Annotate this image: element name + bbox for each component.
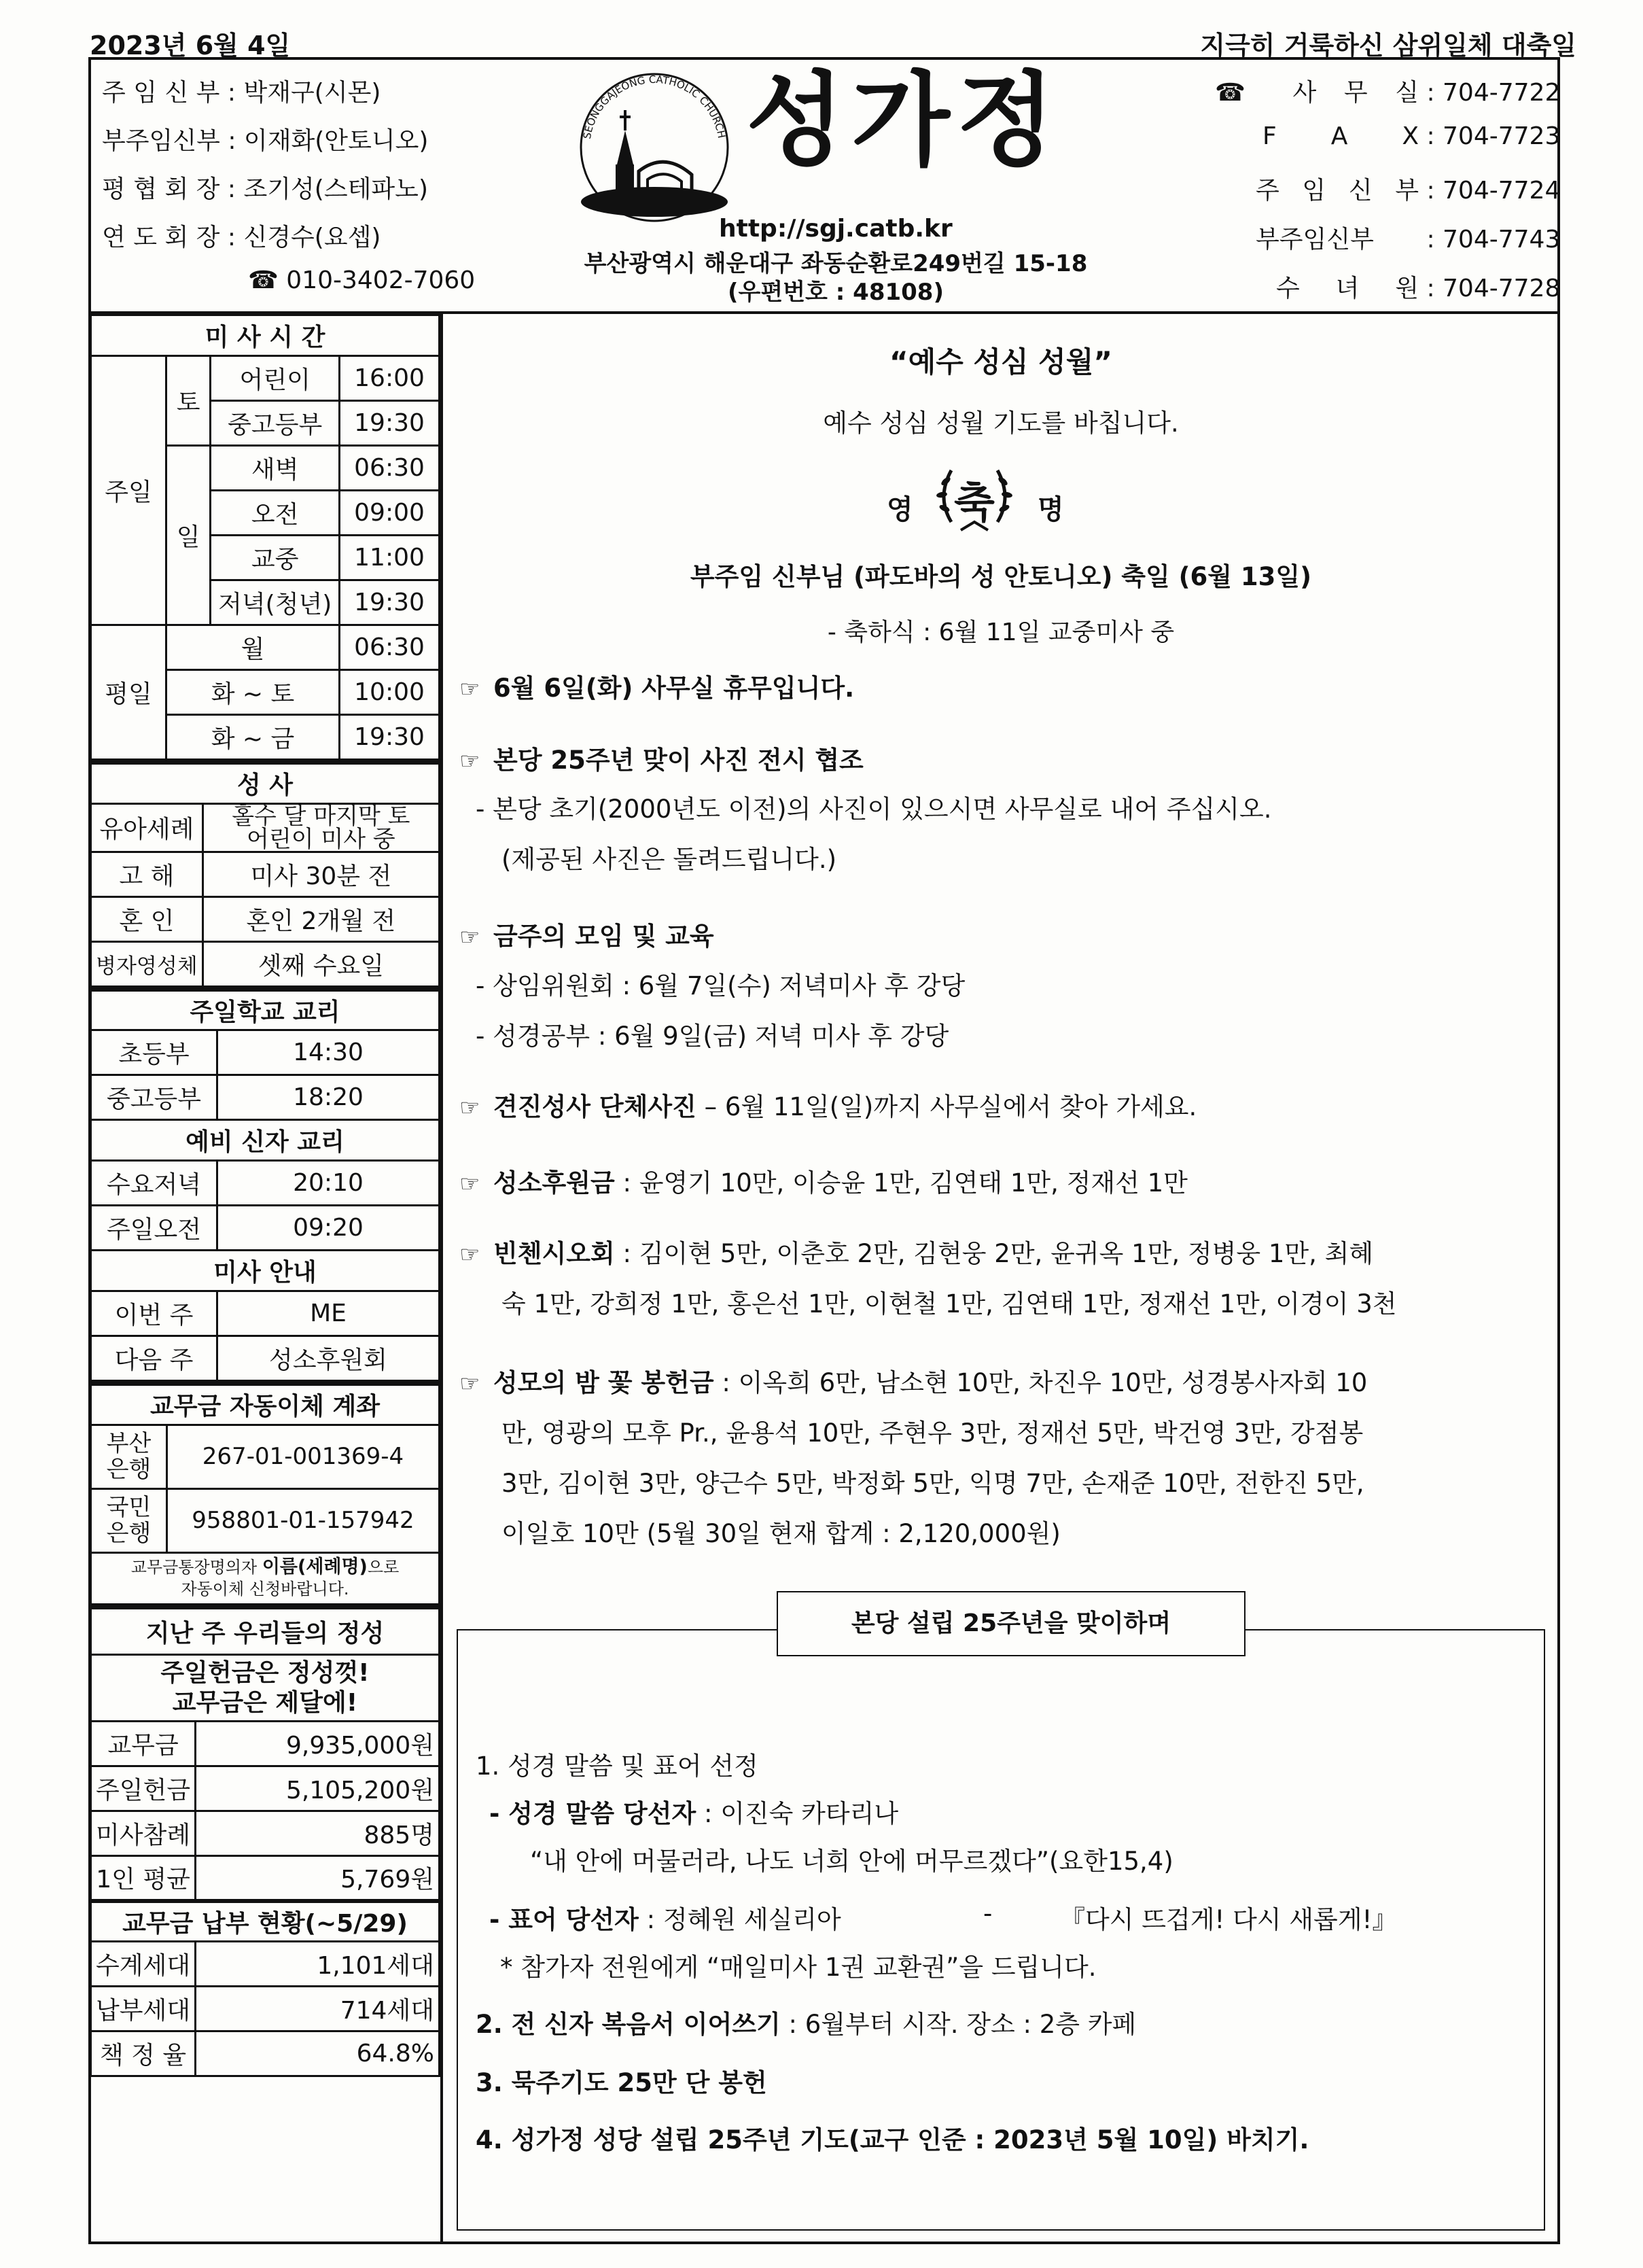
bank-name: 국민 은행 — [91, 1488, 167, 1552]
notice-vocation-fund — [459, 1162, 1188, 1199]
sacrament-time-line: 홀수 달 마지막 토 — [232, 802, 410, 830]
congrats-right-char: 명 — [1038, 494, 1064, 525]
staff-associate — [102, 122, 428, 156]
staff-role: 주 임 신 부 — [102, 79, 220, 107]
phone-label: F A X — [1262, 122, 1419, 150]
mass-time: 10:00 — [340, 670, 440, 715]
notice-may-flower-offering — [459, 1362, 1367, 1399]
sacrament-name: 병자영성체 — [91, 941, 203, 986]
guide-week: 다음 주 — [91, 1336, 217, 1381]
sacrament-time: 혼인 2개월 전 — [202, 896, 439, 941]
month-title: “예수 성심 성월” — [889, 345, 1112, 379]
phone-label: 수 녀 원 — [1276, 275, 1419, 302]
notice-title: 성소후원금 — [493, 1168, 615, 1198]
staff-role: 연 도 회 장 — [102, 224, 220, 251]
dues-value: 714세대 — [196, 1987, 440, 2031]
bank-name: 부산 은행 — [91, 1425, 167, 1488]
pointing-hand-icon: ☞ — [459, 1370, 480, 1397]
subitem-title: - 성경 말씀 당선자 — [489, 1799, 696, 1828]
notice-text: : 윤영기 10만, 이승윤 1만, 김연태 1만, 정재선 1만 — [614, 1168, 1188, 1198]
phone-number: : 704-7722 — [1426, 79, 1561, 107]
anniversary-subitem — [489, 1899, 841, 1936]
phone-number: : 704-7728 — [1426, 275, 1561, 302]
note-emphasis: 이름(세례명) — [262, 1556, 368, 1577]
staff-phone: ☎ 010-3402-7060 — [248, 266, 476, 294]
mass-name: 교중 — [211, 536, 340, 580]
staff-role: 부주임신부 — [102, 127, 220, 155]
guide-week: 이번 주 — [91, 1291, 217, 1336]
column-divider — [440, 311, 443, 2244]
class-name: 수요저녁 — [91, 1161, 217, 1206]
staff-pastor — [102, 73, 381, 108]
guide-group: 성소후원회 — [217, 1336, 440, 1381]
phone-label: 부주임신부 — [1256, 226, 1374, 254]
notice-text: : 김이현 5만, 이춘호 2만, 김현웅 2만, 윤귀옥 1만, 정병웅 1만, 최혜 — [614, 1239, 1374, 1268]
notice-office-closed — [459, 667, 854, 704]
section-title: 교무금 납부 현황(~5/29) — [91, 1901, 440, 1942]
mass-name: 중고등부 — [211, 401, 340, 446]
notice-title: 견진성사 단체사진 — [493, 1092, 696, 1121]
mass-name: 화 ~ 토 — [166, 670, 339, 715]
offering-value: 885명 — [196, 1811, 440, 1856]
mass-name: 저녁(청년) — [211, 580, 340, 625]
bulletin-date: 2023년 6월 4일 — [90, 31, 291, 60]
section-title: 주일학교 교리 — [91, 990, 440, 1030]
dues-name: 수계세대 — [91, 1942, 196, 1987]
mass-name: 새벽 — [211, 446, 340, 491]
feast-name: 지극히 거룩하신 삼위일체 대축일 — [1200, 31, 1576, 60]
pointing-hand-icon: ☞ — [459, 1241, 480, 1268]
header-divider — [440, 311, 1559, 314]
sunday-label: 주일 — [91, 356, 166, 625]
offering-name: 교무금 — [91, 1722, 196, 1766]
congrats-center-char: 축 — [954, 478, 995, 527]
bank-account: 267-01-001369-4 — [167, 1425, 440, 1488]
autopay-table — [90, 1382, 440, 1605]
pointing-hand-icon: ☞ — [459, 676, 480, 703]
anniversary-item — [476, 2004, 1136, 2040]
logo-text: SEONGGAJEONG CATHOLIC CHURCH — [580, 73, 728, 140]
staff-council-head — [102, 170, 428, 205]
subitem-text: : 이진숙 카타리나 — [696, 1799, 899, 1828]
phone-number: : 704-7743 — [1426, 226, 1561, 254]
postal-code: (우편번호 : 48108) — [727, 279, 944, 306]
slogan-line: 교무금은 제달에! — [172, 1688, 358, 1717]
section-title: 미사 안내 — [91, 1251, 440, 1291]
church-logo-icon — [563, 63, 746, 232]
notice-line: - 본당 초기(2000년도 이전)의 사진이 있으시면 사무실로 내어 주십시오. — [476, 795, 1272, 824]
sunday-day-label: 일 — [166, 446, 210, 625]
weekday-label: 평일 — [91, 625, 166, 760]
offering-name: 주일헌금 — [91, 1766, 196, 1811]
class-name: 중고등부 — [91, 1075, 217, 1120]
phone-convent — [1215, 269, 1560, 304]
pointing-hand-icon: ☞ — [459, 1170, 480, 1198]
subitem-text: : 정혜원 세실리아 — [638, 1905, 841, 1934]
mass-name: 오전 — [211, 491, 340, 536]
phone-label: ☎ 사 무 실 — [1215, 79, 1419, 107]
month-subtitle: 예수 성심 성월 기도를 바칩니다. — [823, 408, 1179, 438]
dues-value: 1,101세대 — [196, 1942, 440, 1987]
notice-photo-exhibit — [459, 739, 864, 776]
notice-line: (제공된 사진은 돌려드립니다.) — [501, 845, 837, 874]
pointing-hand-icon: ☞ — [459, 748, 480, 775]
mass-name: 어린이 — [211, 356, 340, 401]
notice-line: 숙 1만, 강희정 1만, 홍은선 1만, 이현철 1만, 김연태 1만, 정재선 1만, 이경이 3천 — [501, 1289, 1397, 1319]
phone-associate — [1215, 220, 1560, 255]
item-text: : 6월부터 시작. 장소 : 2층 카페 — [780, 2010, 1137, 2039]
notice-title: 6월 6일(화) 사무실 휴무입니다. — [493, 674, 855, 703]
class-name: 초등부 — [91, 1030, 217, 1075]
mass-time: 19:30 — [340, 401, 440, 446]
website-link[interactable]: http://sgj.catb.kr — [719, 215, 953, 243]
offering-value: 5,769원 — [196, 1856, 440, 1901]
svg-text:SEONGGAJEONG CATHOLIC CHURCH — [581, 73, 728, 140]
pointing-hand-icon: ☞ — [459, 1094, 480, 1121]
sacrament-time: 셋째 수요일 — [202, 941, 439, 986]
item-title: 3. 묵주기도 25만 단 봉헌 — [476, 2068, 767, 2097]
notice-line: 3만, 김이현 3만, 양근수 5만, 박정화 5만, 익명 7만, 손재준 10만, 전한진 5만, — [501, 1469, 1364, 1498]
sacraments-table — [90, 761, 440, 988]
offering-name: 1인 평균 — [91, 1856, 196, 1901]
phone-label: 주 임 신 부 — [1256, 177, 1419, 205]
anniversary-item: 1. 성경 말씀 및 표어 선정 — [476, 1751, 758, 1781]
mass-time: 19:30 — [340, 715, 440, 760]
pointing-hand-icon: ☞ — [459, 924, 480, 951]
info-sidebar — [90, 311, 440, 2077]
mass-schedule-table — [90, 314, 440, 761]
congrats-left-char: 영 — [887, 494, 913, 525]
section-title: 미 사 시 간 — [91, 315, 440, 356]
notice-meetings — [459, 915, 714, 952]
mass-name: 월 — [166, 625, 339, 670]
congrats-detail: - 축하식 : 6월 11일 교중미사 중 — [827, 618, 1175, 646]
sacrament-time — [202, 803, 439, 852]
offering-slogan — [91, 1655, 440, 1722]
sacrament-time-line: 어린이 미사 중 — [247, 825, 395, 853]
anniversary-note: * 참가자 전원에게 “매일미사 1권 교환권”을 드립니다. — [500, 1953, 1097, 1982]
staff-name: : 박재구(시몬) — [227, 79, 381, 107]
staff-role: 평 협 회 장 — [102, 175, 220, 203]
mass-time: 06:30 — [340, 446, 440, 491]
notice-confirmation-photo — [459, 1086, 1197, 1123]
saturday-label: 토 — [166, 356, 210, 446]
anniversary-quote: “내 안에 머물러라, 나도 너희 안에 머무르겠다”(요한15,4) — [530, 1847, 1173, 1876]
offering-name: 미사참례 — [91, 1811, 196, 1856]
note-text: 으로 — [367, 1558, 400, 1577]
bulletin-title: 성가정 — [746, 62, 1062, 180]
notice-text: – 6월 11일(일)까지 사무실에서 찾아 가세요. — [696, 1092, 1197, 1121]
class-time: 18:20 — [217, 1075, 440, 1120]
anniversary-item — [476, 2062, 767, 2099]
bank-account: 958801-01-157942 — [167, 1488, 440, 1552]
sacrament-time: 미사 30분 전 — [202, 852, 439, 896]
section-title: 지난 주 우리들의 정성 — [91, 1607, 440, 1655]
phone-number: : 704-7724 — [1426, 177, 1561, 205]
dues-name: 책 정 율 — [91, 2031, 196, 2076]
section-title: 성 사 — [91, 763, 440, 803]
autopay-note-line: 자동이체 신청바랍니다. — [181, 1580, 349, 1599]
dues-name: 납부세대 — [91, 1987, 196, 2031]
church-address: 부산광역시 해운대구 좌동순환로249번길 15-18 — [584, 250, 1088, 277]
notice-title: 성모의 밤 꽃 봉헌금 — [493, 1368, 714, 1397]
staff-name: : 조기성(스테파노) — [227, 175, 428, 203]
subitem-title: - 표어 당선자 — [489, 1905, 639, 1934]
class-time: 09:20 — [217, 1206, 440, 1251]
sacrament-name: 고 해 — [91, 852, 203, 896]
mass-time: 19:30 — [340, 580, 440, 625]
phone-number: : 704-7723 — [1426, 122, 1561, 150]
autopay-note — [91, 1552, 440, 1604]
anniversary-subitem — [489, 1793, 898, 1830]
dues-value: 64.8% — [196, 2031, 440, 2076]
class-time: 14:30 — [217, 1030, 440, 1075]
notice-title: 금주의 모임 및 교육 — [493, 922, 714, 951]
offering-value: 9,935,000원 — [196, 1722, 440, 1766]
anniversary-motto: 『다시 뜨겁게! 다시 새롭게!』 — [1060, 1905, 1398, 1934]
staff-name: : 이재화(안토니오) — [228, 127, 429, 155]
sacrament-name: 유아세례 — [91, 803, 203, 852]
staff-prayer-head — [102, 218, 381, 253]
mass-time: 09:00 — [340, 491, 440, 536]
notice-vincent-society — [459, 1233, 1373, 1270]
mass-name: 화 ~ 금 — [166, 715, 339, 760]
notice-title: 빈첸시오회 — [493, 1239, 615, 1268]
guide-group: ME — [217, 1291, 440, 1336]
phone-office — [1215, 73, 1560, 108]
phone-fax — [1215, 122, 1560, 150]
section-title: 교무금 자동이체 계좌 — [91, 1384, 440, 1425]
notice-line: - 성경공부 : 6월 9일(금) 저녁 미사 후 강당 — [476, 1022, 949, 1051]
notice-text: : 이옥희 6만, 남소현 10만, 차진우 10만, 성경봉사자회 10 — [713, 1368, 1368, 1397]
notice-line: - 상임위원회 : 6월 7일(수) 저녁미사 후 강당 — [476, 971, 966, 1000]
offering-value: 5,105,200원 — [196, 1766, 440, 1811]
staff-name: : 신경수(요셉) — [227, 224, 381, 251]
sunday-school-table — [90, 988, 440, 1382]
notice-line: 만, 영광의 모후 Pr., 윤용석 10만, 주현우 3만, 정재선 5만, 박건영 3만, 강점봉 — [501, 1418, 1364, 1448]
mass-time: 11:00 — [340, 536, 440, 580]
anniversary-item — [476, 2119, 1309, 2156]
sacrament-name: 혼 인 — [91, 896, 203, 941]
phone-pastor — [1215, 171, 1560, 206]
offering-table — [90, 1605, 440, 2078]
class-name: 주일오전 — [91, 1206, 217, 1251]
congrats-headline: 부주임 신부님 (파도바의 성 안토니오) 축일 (6월 13일) — [690, 562, 1312, 591]
mass-time: 06:30 — [340, 625, 440, 670]
anniversary-title: 본당 설립 25주년을 맞이하며 — [777, 1591, 1246, 1656]
item-title: 2. 전 신자 복음서 이어쓰기 — [476, 2010, 781, 2039]
mass-time: 16:00 — [340, 356, 440, 401]
notice-line: 이일호 10만 (5월 30일 현재 합계 : 2,120,000원) — [501, 1519, 1061, 1548]
note-text: 교무금통장명의자 — [130, 1558, 262, 1577]
autopay-note-line — [96, 1556, 434, 1578]
motto-dash: - — [983, 1899, 993, 1928]
slogan-line: 주일헌금은 정성껏! — [160, 1658, 370, 1687]
class-time: 20:10 — [217, 1161, 440, 1206]
notice-title: 본당 25주년 맞이 사진 전시 협조 — [493, 746, 864, 775]
section-title: 예비 신자 교리 — [91, 1120, 440, 1161]
item-title: 4. 성가정 성당 설립 25주년 기도(교구 인준 : 2023년 5월 10일) 바치기. — [476, 2125, 1309, 2154]
